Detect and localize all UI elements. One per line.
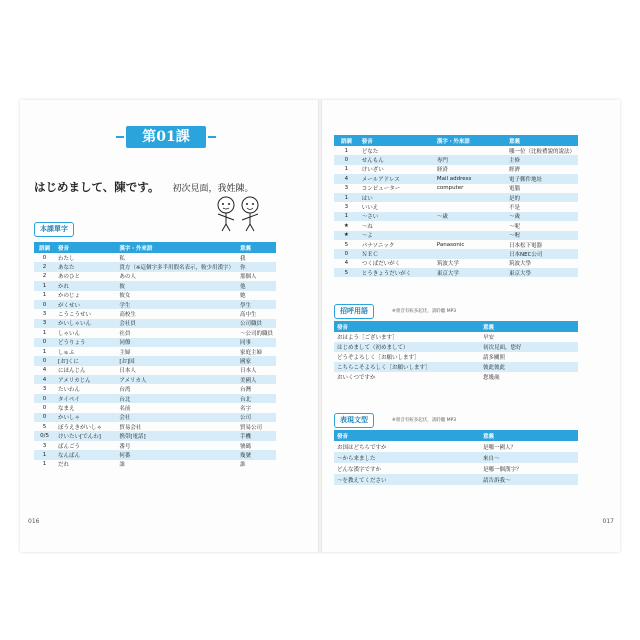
table-row [34,441,276,450]
table-row [334,165,578,174]
table-cell: 手機 [237,431,276,440]
table-cell: 1 [344,147,349,154]
table-cell: 何番 [116,450,237,459]
table-cell: 1 [34,281,55,290]
table-row [334,268,578,277]
table-cell: 是的 [506,193,578,202]
table-cell: 電腦 [508,186,520,193]
table-cell: 他 [237,281,276,290]
table-row [334,352,578,362]
table-row [34,366,276,375]
table-row [334,240,578,249]
table-cell [434,193,506,202]
table-cell: がくせい [55,300,116,309]
col-header-pronunciation: 發音 [55,242,116,253]
col-header-meaning: 意義 [237,242,276,253]
table-row [334,463,578,474]
table-cell: 東京大学 [434,268,506,277]
col-header-pronunciation: 發音 [359,135,434,146]
left-page [20,100,318,552]
table-cell: 台北 [116,394,237,403]
table-cell: 誰 [239,462,246,469]
table-cell: 日本人 [119,368,136,375]
table-cell: ～歳 [434,212,506,221]
table-cell: 主修 [506,155,578,164]
greetings-table-header [334,321,578,332]
table-cell: 日本人 [239,368,257,375]
table-cell: コンピューター [361,186,401,193]
table-cell: おいくつですか [337,375,376,381]
table-cell [434,146,506,155]
table-row [334,372,578,382]
table-row [334,362,578,372]
table-cell: 2 [42,273,47,280]
table-cell: 2 [34,262,55,271]
table-cell: 3 [42,442,47,449]
lesson-title-japanese: はじめまして、陳です。 [34,180,160,194]
vocab-table-right [334,135,578,277]
table-row [334,221,578,230]
table-cell: 1 [344,166,349,173]
table-row [334,249,578,258]
table-cell: 你 [237,262,276,271]
section-label-vocab: 本課單字 [34,222,74,237]
table-cell: Panasonic [436,241,465,248]
table-cell: なんばん [55,450,116,459]
table-row [34,450,276,459]
section-label-greetings: 招呼用語 [334,304,374,319]
table-cell: はじめまして（初めまして） [334,342,480,352]
table-cell: 日本松下電器 [508,242,542,249]
table-cell: とうきょうだいがく [359,268,434,277]
table-cell: こうこうせい [58,312,92,319]
table-cell: 5 [344,241,349,248]
table-cell: 誰 [119,462,125,469]
table-cell: ～喔 [506,231,578,240]
table-row [334,202,578,211]
table-cell: 会社 [116,413,237,422]
lesson-title [34,176,253,195]
table-cell: 不是 [508,205,520,212]
table-cell: どなた [361,148,379,155]
table-cell: ～を教えてください [334,474,480,485]
table-row [34,375,276,384]
table-cell: パナソニック [361,242,395,249]
table-cell: 台北 [237,394,276,403]
section-label-expressions: 表現文型 [334,413,374,428]
table-cell: 彼女 [119,293,131,300]
table-row [34,281,276,290]
table-cell: 経済 [436,167,448,174]
table-cell: 家庭主婦 [239,349,262,356]
table-cell: [お]国 [116,356,237,365]
right-page [322,100,620,552]
table-cell: ＮＥＣ [359,249,434,258]
table-cell: 貿易会社 [119,424,142,431]
table-cell: 經濟 [508,167,520,174]
table-row [34,403,276,412]
table-cell: ★ [334,231,359,240]
table-cell: 同僚 [116,338,237,347]
table-cell: どうりょう [55,338,116,347]
table-cell: ～呢 [508,223,520,230]
table-cell: しゅふ [58,349,75,356]
lesson-title-chinese: 初次見面，我姓陳。 [172,184,254,194]
table-cell: 台灣 [239,387,251,394]
table-row [34,338,276,347]
table-cell: あの人 [119,274,136,281]
table-row [34,319,276,328]
table-cell: 她 [239,293,246,300]
table-row [334,332,578,342]
table-cell: ～歲 [506,212,578,221]
table-cell: 東京大學 [506,268,578,277]
table-cell: 3 [42,311,47,318]
table-cell: 貴方（※這個字多半用假名表示，較少用漢字） [116,262,237,271]
table-cell [434,231,506,240]
table-cell: computer [436,185,464,192]
table-cell: 名前 [119,405,131,412]
table-row [34,253,276,262]
vocab-table-header [34,242,276,253]
table-cell: 名字 [239,405,251,412]
table-row [334,441,578,452]
table-cell: こちらこそよろしく［お願いします］ [334,362,480,372]
page-number-left: 016 [28,518,40,525]
expressions-table [334,430,578,485]
table-cell: 5 [42,423,47,430]
table-row [34,328,276,337]
table-cell: 公司職員 [237,319,276,328]
table-cell: 5 [334,268,359,277]
table-cell: 0 [34,300,55,309]
table-cell: 学生 [116,300,237,309]
book-spread [20,100,620,552]
col-header-pronunciation: 發音 [334,430,480,441]
table-cell: 番号 [119,443,131,450]
table-cell: 電子郵件地址 [506,174,578,183]
table-cell: ～さい [359,212,434,221]
table-cell: 筑波大學 [508,261,531,268]
table-cell: 3 [344,185,349,192]
table-row [334,231,578,240]
col-header-kanji: 漢字・外來語 [434,135,506,146]
table-cell: 請告訴我～ [480,474,578,485]
page-number-right: 017 [602,518,614,525]
table-cell: ～よ [359,231,434,240]
table-cell: 0 [34,394,55,403]
table-cell: にほんじん [58,368,86,375]
table-row [34,291,276,300]
table-cell: ～ね [361,223,373,230]
table-row [34,300,276,309]
table-cell [434,202,506,211]
table-cell [434,221,506,230]
table-cell: 是哪一國人？ [483,444,517,451]
table-cell: 1 [42,292,47,299]
table-cell: 高校生 [119,312,136,319]
table-cell: あなた [55,262,116,271]
table-cell: ぼうえきがいしゃ [58,424,103,431]
table-cell: お国はどちらですか [337,444,387,451]
table-cell: ばんごう [58,443,81,450]
table-row [334,342,578,352]
table-cell: かれ [55,281,116,290]
table-cell: アメリカ人 [116,375,237,384]
table-row [34,356,276,365]
table-cell: 携帯[電話] [116,431,237,440]
table-row [334,193,578,202]
table-cell: 早安 [483,335,495,341]
table-row [34,272,276,281]
table-cell: 3 [34,319,55,328]
table-cell: 0/5 [34,431,55,440]
table-cell [434,249,506,258]
table-row [334,212,578,221]
col-header-meaning: 意義 [480,430,578,441]
table-cell: 0 [42,404,47,411]
table-cell: 1 [334,212,359,221]
table-cell: 1 [42,348,47,355]
table-cell: アメリカじん [55,375,116,384]
stick-figures-illustration [208,194,268,232]
table-cell: 貿易公司 [239,424,262,431]
table-row [34,262,276,271]
table-cell: タイペイ [55,394,116,403]
table-cell: たいわん [58,387,81,394]
table-cell: 高中生 [239,312,257,319]
table-cell: 0 [334,155,359,164]
table-cell: 0 [34,338,55,347]
table-cell: 學生 [237,300,276,309]
table-cell: 公司 [237,413,276,422]
table-cell: どうぞよろしく［お願いします］ [337,355,420,361]
table-cell: 4 [344,260,349,267]
table-cell: 1 [42,461,47,468]
table-cell: かいしゃいん [55,319,116,328]
table-cell: 來自～ [480,452,578,463]
table-cell: けいざい [361,167,384,174]
table-cell: つくばだいがく [361,261,401,268]
expressions-table-header [334,430,578,441]
table-cell: 彼 [116,281,237,290]
table-cell: 私 [119,255,125,262]
col-header-meaning: 意義 [506,135,578,146]
table-cell: 1 [34,450,55,459]
table-cell: 是哪一個漢字？ [483,466,522,473]
table-row [34,413,276,422]
table-cell: 幾號 [237,450,276,459]
table-cell: 専門 [434,155,506,164]
table-cell: いいえ [361,205,379,212]
col-header-tone: 語調 [334,135,359,146]
table-cell: だれ [58,462,70,469]
table-cell: 我 [239,255,246,262]
table-cell: 社員 [119,330,131,337]
table-row [334,452,578,463]
vocab-table-header [334,135,578,146]
table-cell: [お]くに [55,356,116,365]
table-cell: どんな漢字ですか [337,466,382,473]
table-cell: 您幾歲 [483,375,500,381]
table-cell: 號碼 [239,443,251,450]
table-cell: 4 [34,375,55,384]
table-cell: 4 [42,367,47,374]
table-cell: けいたい[でんわ] [55,431,116,440]
table-cell: かのじょ [58,293,81,300]
table-row [334,474,578,485]
table-row [34,309,276,318]
table-cell: おはよう［ございます］ [337,335,398,341]
table-cell: 会社員 [116,319,237,328]
table-cell: しゃいん [58,330,81,337]
table-cell: 彼此彼此 [480,362,578,372]
lesson-badge: 第01課 [126,126,206,148]
table-cell: 1 [334,193,359,202]
table-cell: 0 [34,356,55,365]
table-row [34,460,276,469]
table-cell: 主婦 [119,349,131,356]
table-cell: 同事 [237,338,276,347]
section-note-expressions: ※發音有較多起伏，請聆聽 MP3 [392,418,457,423]
table-row [34,422,276,431]
table-cell: 3 [42,386,47,393]
table-cell: 日本NEC公司 [506,249,578,258]
table-cell: 初次見面，您好 [480,342,578,352]
table-cell: メールアドレス [359,174,434,183]
table-cell: ★ [343,222,349,229]
table-cell: 0 [34,413,55,422]
table-cell: Mail address [434,174,506,183]
table-cell: 那個人 [239,274,257,281]
table-row [334,174,578,183]
table-cell: ～から来ました [334,452,480,463]
greetings-table [334,321,578,382]
table-cell: 0 [42,254,47,261]
table-cell: 0 [334,249,359,258]
table-cell: 國家 [237,356,276,365]
table-cell: 1 [42,329,47,336]
table-cell: かいしゃ [55,413,116,422]
table-cell: なまえ [58,405,75,412]
table-cell: 4 [334,174,359,183]
section-note-greetings: ※發音有較多起伏，請聆聽 MP3 [392,309,457,314]
table-cell: せんもん [359,155,434,164]
table-row [34,394,276,403]
table-cell: 哪一位（比較禮貌的說法） [508,148,575,155]
table-cell: 請多關照 [483,355,506,361]
col-header-tone: 語調 [34,242,55,253]
table-cell: 3 [344,204,349,211]
table-cell: 台湾 [119,387,131,394]
table-row [34,431,276,440]
table-row [334,184,578,193]
table-row [34,347,276,356]
table-cell: はい [359,193,434,202]
vocab-table-left [34,242,276,469]
col-header-kanji: 漢字・外來語 [116,242,237,253]
col-header-pronunciation: 發音 [334,321,480,332]
col-header-meaning: 意義 [480,321,578,332]
table-row [334,155,578,164]
table-cell: 筑波大学 [436,261,459,268]
table-cell: わたし [58,255,75,262]
table-row [334,259,578,268]
table-cell: あのひと [58,274,81,281]
table-row [34,384,276,393]
table-cell: 美國人 [237,375,276,384]
table-row [334,146,578,155]
table-cell: ～公司的職員 [239,330,273,337]
